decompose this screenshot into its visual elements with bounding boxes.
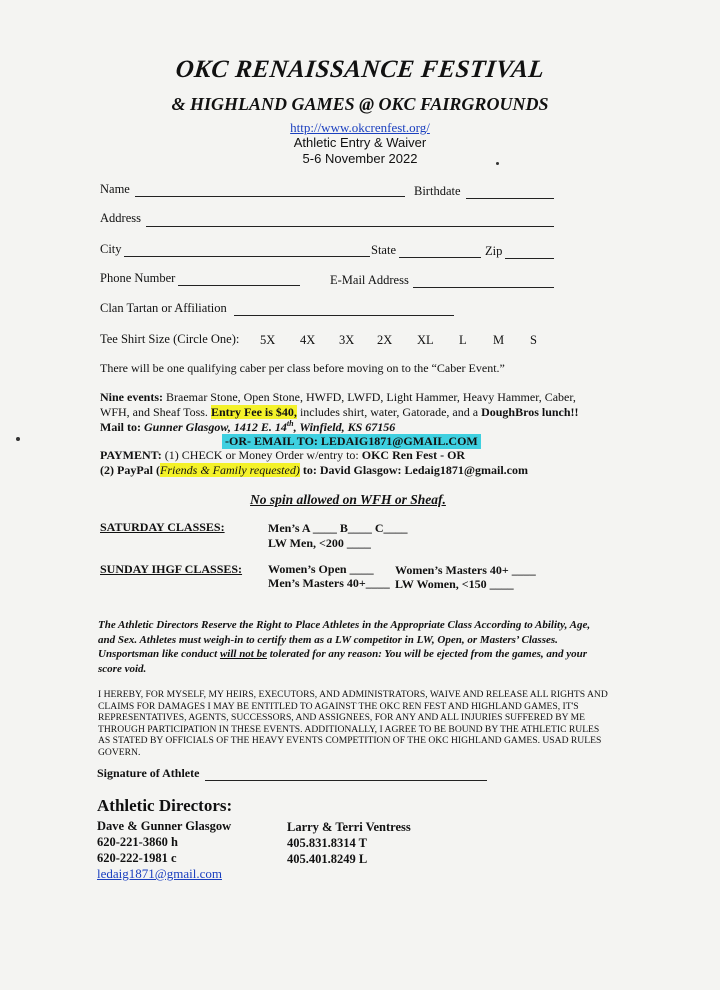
events-list: Braemar Stone, Open Stone, HWFD, LWFD, Light Hammer, Heavy Hammer, Caber, bbox=[166, 390, 576, 404]
tee-size-option[interactable]: 3X bbox=[339, 333, 355, 347]
tee-size-option[interactable]: 2X bbox=[377, 333, 393, 347]
clan-label: Clan Tartan or Affiliation bbox=[100, 301, 227, 315]
email-field[interactable] bbox=[413, 287, 554, 288]
rules-note-emphasis: will not be bbox=[219, 648, 267, 660]
birthdate-label: Birthdate bbox=[414, 184, 461, 198]
paypal-recipient: to: David Glasgow: Ledaig1871@gmail.com bbox=[302, 463, 528, 477]
birthdate-field[interactable] bbox=[466, 198, 554, 199]
phone-label: Phone Number bbox=[100, 271, 176, 285]
director-right-name: Larry & Terri Ventress bbox=[287, 820, 411, 834]
director-left-email[interactable]: ledaig1871@gmail.com bbox=[97, 866, 222, 881]
phone-field[interactable] bbox=[178, 285, 300, 286]
fee-includes: includes shirt, water, Gatorade, and a bbox=[299, 405, 479, 419]
email-label: E-Mail Address bbox=[330, 273, 409, 287]
payment-payee: OKC Ren Fest - OR bbox=[361, 448, 466, 462]
tee-size-option[interactable]: XL bbox=[417, 333, 434, 347]
page-subtitle: & HIGHLAND GAMES @ OKC FAIRGROUNDS bbox=[171, 94, 549, 114]
saturday-mens[interactable]: Men’s A ____ B____ C____ bbox=[268, 521, 408, 535]
website-link[interactable]: http://www.okcrenfest.org/ bbox=[290, 120, 430, 135]
caber-note: There will be one qualifying caber per class before moving on to the “Caber Event.” bbox=[100, 361, 505, 375]
director-right bbox=[287, 819, 411, 867]
tee-size-option[interactable]: L bbox=[459, 333, 467, 347]
director-right-phone-2: 405.401.8249 L bbox=[287, 852, 368, 866]
entry-fee: Entry Fee is $40, bbox=[210, 405, 297, 419]
payment-option-2: (2) PayPal ( bbox=[100, 463, 160, 477]
rules-note-end: tolerated for any reason: You will be ejected from the games, and your score void. bbox=[98, 648, 588, 675]
payment-label: PAYMENT: bbox=[100, 448, 162, 462]
mail-address: Gunner Glasgow, 1412 E. 14 bbox=[144, 420, 287, 434]
director-left-phone-2: 620-222-1981 c bbox=[97, 851, 177, 865]
waiver-text: I HEREBY, FOR MYSELF, MY HEIRS, EXECUTORS, AND ADMINISTRATORS, WAIVE AND RELEASE ALL RIGHTS AND CLAIMS FOR DAMAGES I MAY BE ENTITLED TO AGAINST THE OKC REN FEST AND HIGHLAND GAMES, IT'S REPRESENTATIVES, AGENTS, SUCCESSORS, AND ASSIGNEES, FOR ANY AND ALL INJURIES SUFFERED BY ME THROUGH PARTICIPATION IN THESE EVENTS. ADDITIONALLY, I AGREE TO BE BOUND BY THE ATHLETIC RULES AS STATED BY OFFICIALS OF THE HEAVY EVENTS COMPETITION OF THE OKC HIGHLAND GAMES. USAD RULES GOVERN. bbox=[98, 689, 608, 758]
address-field[interactable] bbox=[146, 226, 554, 227]
event-dates: 5-6 November 2022 bbox=[302, 151, 418, 166]
zip-field[interactable] bbox=[505, 258, 554, 259]
sunday-lw-women[interactable]: LW Women, <150 ____ bbox=[395, 577, 514, 591]
paypal-note: Friends & Family requested) bbox=[159, 463, 300, 477]
director-right-phone-1: 405.831.8314 T bbox=[287, 836, 367, 850]
events-line-2 bbox=[100, 405, 579, 420]
email-instruction: -OR- EMAIL TO: LEDAIG1871@GMAIL.COM bbox=[222, 434, 481, 449]
saturday-lw-men[interactable]: LW Men, <200 ____ bbox=[268, 536, 371, 550]
zip-label: Zip bbox=[485, 244, 503, 258]
page-title: OKC RENAISSANCE FESTIVAL bbox=[174, 56, 546, 83]
directors-heading: Athletic Directors: bbox=[97, 796, 233, 815]
name-field[interactable] bbox=[135, 196, 405, 197]
signature-field[interactable] bbox=[205, 780, 487, 781]
signature-label: Signature of Athlete bbox=[97, 766, 200, 780]
doughbros: DoughBros bbox=[481, 405, 539, 419]
address-label: Address bbox=[100, 211, 141, 225]
sunday-classes-label: SUNDAY IHGF CLASSES: bbox=[100, 562, 243, 576]
scan-mark bbox=[16, 437, 20, 441]
tee-size-label: Tee Shirt Size (Circle One): bbox=[100, 332, 240, 346]
state-label: State bbox=[371, 243, 396, 257]
payment-option-1: (1) CHECK or Money Order w/entry to: bbox=[164, 448, 359, 462]
director-left-name: Dave & Gunner Glasgow bbox=[97, 819, 232, 833]
lunch: lunch!! bbox=[541, 405, 579, 419]
mail-address-sup: th bbox=[286, 419, 294, 428]
tee-size-option[interactable]: M bbox=[493, 333, 505, 347]
state-field[interactable] bbox=[399, 257, 481, 258]
events-list-end: WFH, and Sheaf Toss. bbox=[100, 405, 208, 419]
events-line-1 bbox=[100, 390, 576, 405]
rules-note-text: The Athletic Directors Reserve the Right to Place Athletes in the Appropriate Class According to Ability, Age, and Sex. Athletes must weigh-in to certify them as a LW competitor in LW, Open, or Masters’ Classes. Unsportsman like conduct bbox=[98, 619, 591, 660]
events-label: Nine events: bbox=[100, 390, 163, 404]
tee-size-option[interactable]: 5X bbox=[260, 333, 276, 347]
form-title: Athletic Entry & Waiver bbox=[293, 135, 427, 150]
no-spin-note: No spin allowed on WFH or Sheaf. bbox=[250, 492, 446, 507]
saturday-classes-label: SATURDAY CLASSES: bbox=[100, 520, 225, 534]
sunday-womens-masters[interactable]: Women’s Masters 40+ ____ bbox=[395, 563, 536, 577]
tee-size-option[interactable]: S bbox=[530, 333, 537, 347]
mail-label: Mail to: bbox=[100, 420, 141, 434]
city-label: City bbox=[100, 242, 122, 256]
director-left-phone-1: 620-221-3860 h bbox=[97, 835, 178, 849]
mail-line bbox=[100, 419, 395, 435]
payment-line-1 bbox=[100, 448, 465, 463]
payment-line-2 bbox=[100, 463, 528, 478]
mail-city: , Winfield, KS 67156 bbox=[293, 420, 396, 434]
name-label: Name bbox=[100, 182, 130, 196]
sunday-womens-open[interactable]: Women’s Open ____ bbox=[268, 562, 374, 576]
director-left bbox=[97, 818, 231, 882]
tee-size-option[interactable]: 4X bbox=[300, 333, 316, 347]
city-field[interactable] bbox=[124, 256, 370, 257]
sunday-mens-masters[interactable]: Men’s Masters 40+____ bbox=[268, 576, 390, 590]
rules-note bbox=[98, 618, 603, 676]
clan-field[interactable] bbox=[234, 315, 454, 316]
scan-mark bbox=[496, 162, 499, 165]
